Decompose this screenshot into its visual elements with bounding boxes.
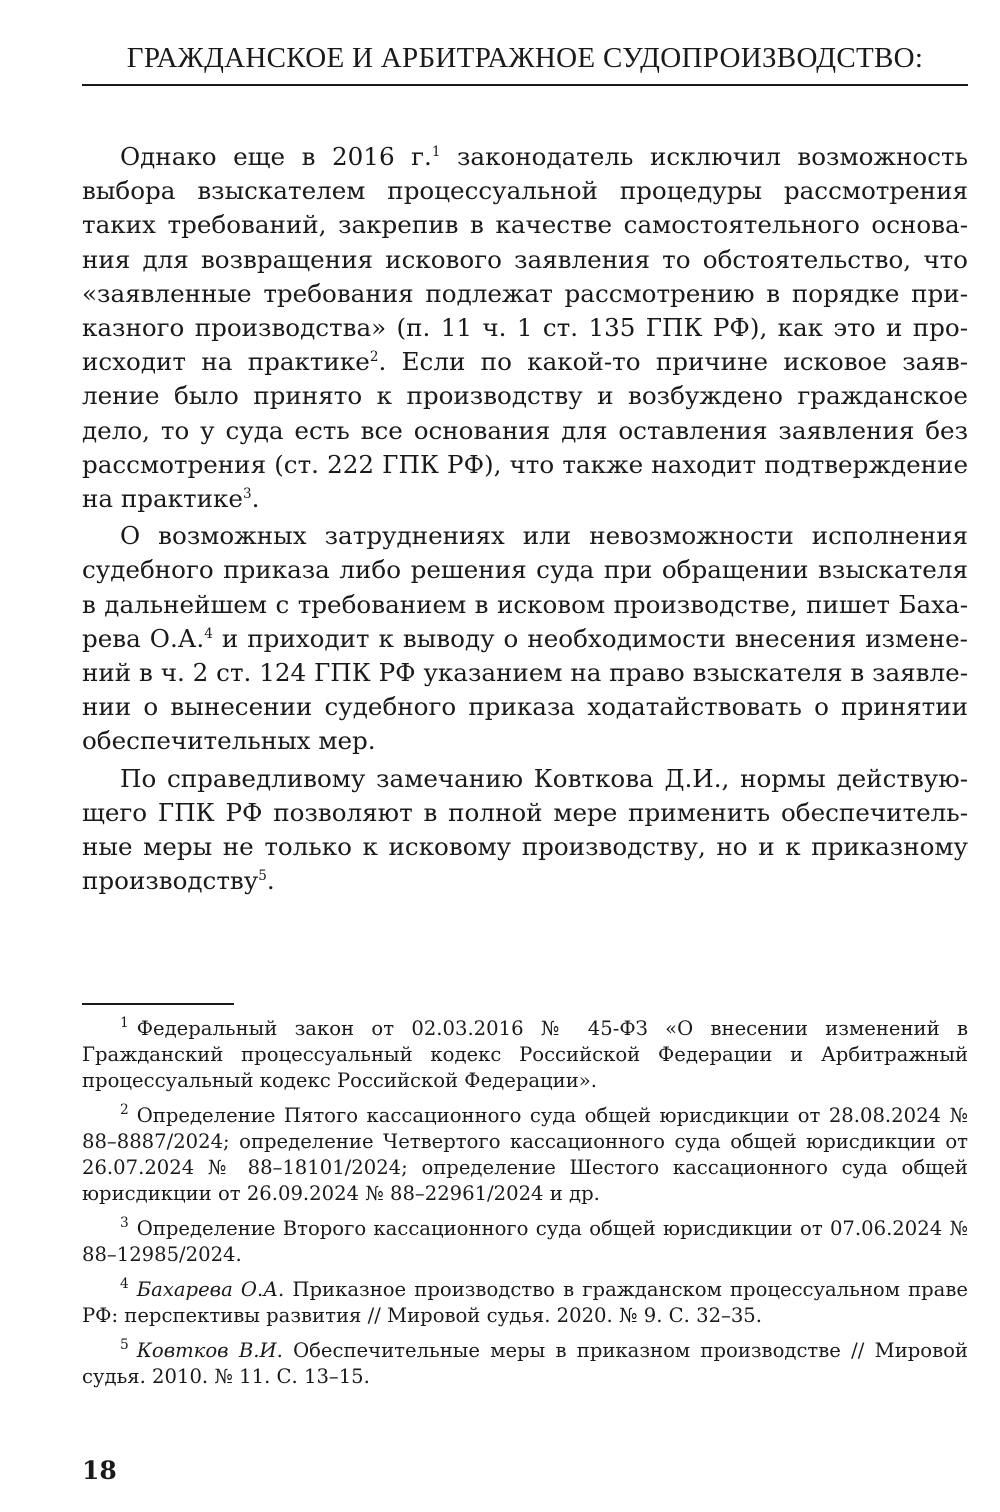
footnote-author: Бахарева О.А. [136, 1278, 285, 1301]
text-run: . Если по какой-то причине исковое заявление было принято к производству и возбуждено гражданское дело, то у суда есть все основания для оставления заявления без рассмотрения (ст. 222 ГПК РФ), что также находит подтверждение на практике [82, 347, 969, 514]
footnote-4 [82, 1277, 968, 1329]
footnote-text: Определение Второго кассационного суда общей юрисдикции от 07.06.2024 № 88–12985/2024. [82, 1217, 968, 1266]
text-run: О возможных затруднениях или невозможности исполнения судебного приказа либо решения суда при обращении взыскателя в дальнейшем с требованием в исковом производстве, пишет Бахарева О.А. [82, 521, 968, 653]
footnote-ref-4[interactable]: 4 [204, 625, 213, 642]
footnote-2 [82, 1103, 968, 1207]
paragraph-1 [82, 140, 968, 516]
text-run: . [251, 484, 260, 514]
footnote-text: Федеральный закон от 02.03.2016 № 45-ФЗ «О внесении изменений в Гражданский процессуальный кодекс Российской Федерации и Арбитражный процессуальный кодекс Российской Федерации». [82, 1017, 968, 1092]
footnote-author: Ковтков В.И. [136, 1339, 283, 1362]
footnote-number: 5 [120, 1337, 129, 1354]
footnote-5 [82, 1338, 968, 1390]
footnote-ref-5[interactable]: 5 [258, 868, 267, 885]
page-number: 18 [82, 1456, 117, 1485]
footnote-text: Определение Пятого кассационного суда общей юрисдикции от 28.08.2024 № 88–8887/2024; определение Четвертого кассационного суда общей юрисдикции от 26.07.2024 № 88–18101/2024; определение Шестого кассационного суда общей юрисдикции от 26.09.2024 № 88–22961/2024 и др. [82, 1104, 968, 1205]
main-text [82, 140, 968, 901]
footnote-ref-3[interactable]: 3 [242, 485, 252, 502]
footnote-text: Обеспечительные меры в приказном производстве // Мировой судья. 2010. № 11. С. 13–15. [82, 1339, 968, 1388]
text-run: законодатель исключил возможность выбора взыскателем процессуальной процедуры рассмотрения таких требований, закрепив в качестве самостоятельного основания для возвращения искового заявления то обстоятельство, что «заявленные требования подлежат рассмотрению в порядке приказного производства» (п. 11 ч. 1 ст. 135 ГПК РФ), как это и происходит на практике [82, 142, 968, 377]
footnote-text: Приказное производство в гражданском процессуальном праве РФ: перспективы развития // Мировой судья. 2020. № 9. С. 32–35. [82, 1278, 968, 1327]
footnote-number: 3 [120, 1215, 129, 1232]
text-run: . [266, 866, 275, 896]
footnote-3 [82, 1216, 968, 1268]
text-run: Однако еще в 2016 г. [120, 142, 432, 171]
header-rule [82, 84, 968, 86]
footnote-number: 1 [120, 1015, 129, 1032]
text-run: По справедливому замечанию Ковткова Д.И., нормы действующего ГПК РФ позволяют в полной мере применить обеспечительные меры не только к исковому производству, но и к приказному производству [82, 763, 968, 896]
footnotes [82, 1016, 968, 1399]
paragraph-2 [82, 519, 968, 758]
footnote-ref-2[interactable]: 2 [369, 349, 379, 366]
footnote-ref-1[interactable]: 1 [431, 143, 441, 160]
text-run: и приходит к выводу о необходимости внесения изменений в ч. 2 ст. 124 ГПК РФ указанием на право взыскателя в заявлении о вынесении судебного приказа ходатайствовать о принятии обеспечительных мер. [82, 623, 968, 756]
running-header: ГРАЖДАНСКОЕ И АРБИТРАЖНОЕ СУДОПРОИЗВОДСТВО: [126, 42, 924, 74]
footnote-number: 2 [120, 1102, 129, 1119]
paragraph-3 [82, 762, 968, 899]
footnote-number: 4 [120, 1276, 129, 1293]
footnote-1 [82, 1016, 968, 1094]
footnote-separator [82, 1003, 234, 1005]
